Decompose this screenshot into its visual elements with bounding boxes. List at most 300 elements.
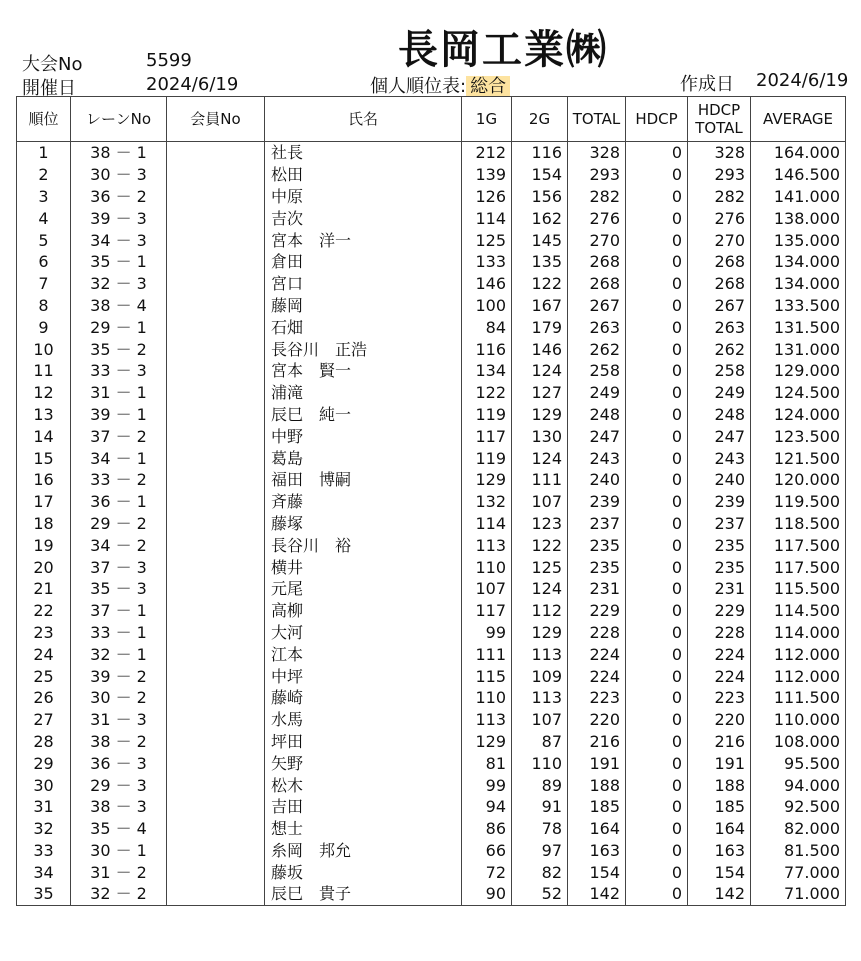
name-cell: 松田 (265, 164, 462, 186)
created-date-value: 2024/6/19 (756, 70, 849, 91)
table-row (17, 578, 846, 600)
member-no-cell (167, 491, 265, 513)
lane-cell: 36 － 1 (71, 491, 167, 513)
table-row (17, 316, 846, 338)
member-no-cell (167, 687, 265, 709)
name-cell: 福田 博嗣 (265, 469, 462, 491)
game2-cell: 124 (512, 578, 568, 600)
rank-cell: 32 (17, 818, 71, 840)
col-header-hdcp: HDCP (626, 97, 688, 142)
average-cell: 110.000 (751, 709, 846, 731)
table-row (17, 774, 846, 796)
average-cell: 82.000 (751, 818, 846, 840)
total-cell: 237 (568, 513, 626, 535)
total-cell: 282 (568, 186, 626, 208)
member-no-cell (167, 556, 265, 578)
table-row (17, 447, 846, 469)
game1-cell: 125 (462, 229, 512, 251)
hdcp-total-cell: 237 (688, 513, 751, 535)
lane-cell: 34 － 2 (71, 534, 167, 556)
hdcp-cell: 0 (626, 643, 688, 665)
table-row (17, 425, 846, 447)
total-cell: 224 (568, 643, 626, 665)
table-row (17, 251, 846, 273)
member-no-cell (167, 818, 265, 840)
game2-cell: 122 (512, 273, 568, 295)
col-header-hdcp-total-line2: TOTAL (695, 119, 743, 137)
total-cell: 223 (568, 687, 626, 709)
member-no-cell (167, 861, 265, 883)
rank-cell: 23 (17, 622, 71, 644)
rank-cell: 31 (17, 796, 71, 818)
lane-cell: 38 － 2 (71, 731, 167, 753)
lane-cell: 37 － 3 (71, 556, 167, 578)
lane-cell: 39 － 3 (71, 207, 167, 229)
hdcp-cell: 0 (626, 273, 688, 295)
hdcp-cell: 0 (626, 796, 688, 818)
lane-cell: 29 － 1 (71, 316, 167, 338)
hdcp-total-cell: 243 (688, 447, 751, 469)
game1-cell: 110 (462, 687, 512, 709)
average-cell: 133.500 (751, 295, 846, 317)
total-cell: 229 (568, 600, 626, 622)
average-cell: 95.500 (751, 752, 846, 774)
rank-cell: 19 (17, 534, 71, 556)
name-cell: 高柳 (265, 600, 462, 622)
lane-cell: 33 － 2 (71, 469, 167, 491)
game2-cell: 162 (512, 207, 568, 229)
name-cell: 江本 (265, 643, 462, 665)
table-row (17, 687, 846, 709)
total-cell: 220 (568, 709, 626, 731)
game2-cell: 82 (512, 861, 568, 883)
hdcp-cell: 0 (626, 731, 688, 753)
hdcp-cell: 0 (626, 338, 688, 360)
table-row (17, 643, 846, 665)
game1-cell: 133 (462, 251, 512, 273)
member-no-cell (167, 425, 265, 447)
hdcp-total-cell: 229 (688, 600, 751, 622)
lane-cell: 38 － 4 (71, 295, 167, 317)
name-cell: 藤岡 (265, 295, 462, 317)
col-header-average: AVERAGE (751, 97, 846, 142)
hdcp-total-cell: 262 (688, 338, 751, 360)
game2-cell: 124 (512, 447, 568, 469)
game1-cell: 100 (462, 295, 512, 317)
table-row (17, 796, 846, 818)
name-cell: 斉藤 (265, 491, 462, 513)
lane-cell: 37 － 1 (71, 600, 167, 622)
lane-cell: 29 － 2 (71, 513, 167, 535)
rank-cell: 29 (17, 752, 71, 774)
average-cell: 119.500 (751, 491, 846, 513)
game2-cell: 97 (512, 840, 568, 862)
hdcp-total-cell: 188 (688, 774, 751, 796)
rank-cell: 20 (17, 556, 71, 578)
total-cell: 268 (568, 273, 626, 295)
rank-cell: 22 (17, 600, 71, 622)
name-cell: 吉田 (265, 796, 462, 818)
table-row (17, 295, 846, 317)
average-cell: 123.500 (751, 425, 846, 447)
company-title: 長岡工業㈱ (398, 27, 608, 73)
name-cell: 長谷川 裕 (265, 534, 462, 556)
game2-cell: 116 (512, 142, 568, 164)
lane-cell: 32 － 3 (71, 273, 167, 295)
name-cell: 石畑 (265, 316, 462, 338)
hdcp-total-cell: 224 (688, 643, 751, 665)
game1-cell: 115 (462, 665, 512, 687)
total-cell: 276 (568, 207, 626, 229)
name-cell: 倉田 (265, 251, 462, 273)
hdcp-cell: 0 (626, 513, 688, 535)
average-cell: 92.500 (751, 796, 846, 818)
member-no-cell (167, 752, 265, 774)
lane-cell: 32 － 1 (71, 643, 167, 665)
rank-cell: 35 (17, 883, 71, 905)
member-no-cell (167, 273, 265, 295)
rank-cell: 26 (17, 687, 71, 709)
created-date-label: 作成日 (680, 74, 734, 95)
average-cell: 112.000 (751, 643, 846, 665)
ranking-table-body (17, 142, 846, 906)
game2-cell: 135 (512, 251, 568, 273)
hdcp-cell: 0 (626, 556, 688, 578)
game1-cell: 66 (462, 840, 512, 862)
col-header-game1: 1G (462, 97, 512, 142)
member-no-cell (167, 709, 265, 731)
hdcp-cell: 0 (626, 404, 688, 426)
rank-cell: 13 (17, 404, 71, 426)
name-cell: 坪田 (265, 731, 462, 753)
game1-cell: 212 (462, 142, 512, 164)
hdcp-cell: 0 (626, 142, 688, 164)
name-cell: 松木 (265, 774, 462, 796)
hdcp-cell: 0 (626, 295, 688, 317)
name-cell: 吉次 (265, 207, 462, 229)
member-no-cell (167, 142, 265, 164)
lane-cell: 34 － 3 (71, 229, 167, 251)
hdcp-total-cell: 228 (688, 622, 751, 644)
lane-cell: 34 － 1 (71, 447, 167, 469)
game1-cell: 117 (462, 425, 512, 447)
game1-cell: 110 (462, 556, 512, 578)
member-no-cell (167, 404, 265, 426)
table-row (17, 186, 846, 208)
name-cell: 想士 (265, 818, 462, 840)
average-cell: 114.500 (751, 600, 846, 622)
hdcp-total-cell: 267 (688, 295, 751, 317)
hdcp-total-cell: 270 (688, 229, 751, 251)
game1-cell: 132 (462, 491, 512, 513)
hdcp-cell: 0 (626, 447, 688, 469)
average-cell: 94.000 (751, 774, 846, 796)
lane-cell: 37 － 2 (71, 425, 167, 447)
table-row (17, 861, 846, 883)
hdcp-total-cell: 235 (688, 556, 751, 578)
average-cell: 121.500 (751, 447, 846, 469)
name-cell: 長谷川 正浩 (265, 338, 462, 360)
report-title-highlight: 総合 (466, 76, 510, 97)
rank-cell: 6 (17, 251, 71, 273)
lane-cell: 33 － 1 (71, 622, 167, 644)
game1-cell: 139 (462, 164, 512, 186)
game1-cell: 146 (462, 273, 512, 295)
game1-cell: 122 (462, 382, 512, 404)
name-cell: 辰巳 純一 (265, 404, 462, 426)
rank-cell: 17 (17, 491, 71, 513)
name-cell: 糸岡 邦允 (265, 840, 462, 862)
total-cell: 216 (568, 731, 626, 753)
col-header-hdcp-total (688, 97, 751, 142)
total-cell: 191 (568, 752, 626, 774)
average-cell: 77.000 (751, 861, 846, 883)
hdcp-total-cell: 268 (688, 273, 751, 295)
member-no-cell (167, 251, 265, 273)
total-cell: 258 (568, 360, 626, 382)
event-date-value: 2024/6/19 (146, 74, 239, 95)
table-row (17, 731, 846, 753)
game2-cell: 129 (512, 622, 568, 644)
table-row (17, 229, 846, 251)
rank-cell: 28 (17, 731, 71, 753)
hdcp-cell: 0 (626, 251, 688, 273)
game2-cell: 125 (512, 556, 568, 578)
game2-cell: 91 (512, 796, 568, 818)
hdcp-total-cell: 328 (688, 142, 751, 164)
game2-cell: 107 (512, 709, 568, 731)
name-cell: 辰巳 貴子 (265, 883, 462, 905)
hdcp-total-cell: 185 (688, 796, 751, 818)
game2-cell: 113 (512, 643, 568, 665)
hdcp-cell: 0 (626, 186, 688, 208)
game2-cell: 127 (512, 382, 568, 404)
total-cell: 235 (568, 556, 626, 578)
name-cell: 宮本 賢一 (265, 360, 462, 382)
average-cell: 114.000 (751, 622, 846, 644)
rank-cell: 30 (17, 774, 71, 796)
game1-cell: 99 (462, 622, 512, 644)
hdcp-cell: 0 (626, 752, 688, 774)
game1-cell: 94 (462, 796, 512, 818)
game2-cell: 112 (512, 600, 568, 622)
total-cell: 228 (568, 622, 626, 644)
col-header-game2: 2G (512, 97, 568, 142)
lane-cell: 39 － 2 (71, 665, 167, 687)
hdcp-cell: 0 (626, 207, 688, 229)
total-cell: 293 (568, 164, 626, 186)
game1-cell: 84 (462, 316, 512, 338)
table-row (17, 556, 846, 578)
member-no-cell (167, 229, 265, 251)
hdcp-cell: 0 (626, 774, 688, 796)
name-cell: 藤塚 (265, 513, 462, 535)
lane-cell: 32 － 2 (71, 883, 167, 905)
member-no-cell (167, 360, 265, 382)
member-no-cell (167, 600, 265, 622)
hdcp-total-cell: 142 (688, 883, 751, 905)
table-header-row (17, 97, 846, 142)
member-no-cell (167, 295, 265, 317)
hdcp-total-cell: 239 (688, 491, 751, 513)
member-no-cell (167, 534, 265, 556)
table-row (17, 600, 846, 622)
hdcp-cell: 0 (626, 491, 688, 513)
lane-cell: 36 － 2 (71, 186, 167, 208)
member-no-cell (167, 513, 265, 535)
name-cell: 大河 (265, 622, 462, 644)
game1-cell: 119 (462, 404, 512, 426)
member-no-cell (167, 774, 265, 796)
total-cell: 262 (568, 338, 626, 360)
total-cell: 154 (568, 861, 626, 883)
member-no-cell (167, 186, 265, 208)
rank-cell: 1 (17, 142, 71, 164)
hdcp-cell: 0 (626, 687, 688, 709)
table-row (17, 491, 846, 513)
lane-cell: 39 － 1 (71, 404, 167, 426)
lane-cell: 35 － 1 (71, 251, 167, 273)
table-row (17, 404, 846, 426)
member-no-cell (167, 578, 265, 600)
total-cell: 263 (568, 316, 626, 338)
hdcp-cell: 0 (626, 425, 688, 447)
hdcp-total-cell: 163 (688, 840, 751, 862)
hdcp-cell: 0 (626, 883, 688, 905)
hdcp-cell: 0 (626, 840, 688, 862)
game2-cell: 87 (512, 731, 568, 753)
game2-cell: 107 (512, 491, 568, 513)
game2-cell: 89 (512, 774, 568, 796)
lane-cell: 30 － 1 (71, 840, 167, 862)
hdcp-total-cell: 220 (688, 709, 751, 731)
game1-cell: 113 (462, 534, 512, 556)
table-row (17, 382, 846, 404)
total-cell: 270 (568, 229, 626, 251)
total-cell: 268 (568, 251, 626, 273)
hdcp-cell: 0 (626, 578, 688, 600)
hdcp-cell: 0 (626, 164, 688, 186)
hdcp-total-cell: 216 (688, 731, 751, 753)
table-row (17, 752, 846, 774)
member-no-cell (167, 731, 265, 753)
total-cell: 248 (568, 404, 626, 426)
table-row (17, 142, 846, 164)
average-cell: 135.000 (751, 229, 846, 251)
rank-cell: 10 (17, 338, 71, 360)
game2-cell: 129 (512, 404, 568, 426)
average-cell: 112.000 (751, 665, 846, 687)
hdcp-cell: 0 (626, 709, 688, 731)
game1-cell: 129 (462, 731, 512, 753)
total-cell: 247 (568, 425, 626, 447)
game2-cell: 124 (512, 360, 568, 382)
table-row (17, 818, 846, 840)
hdcp-total-cell: 164 (688, 818, 751, 840)
total-cell: 188 (568, 774, 626, 796)
hdcp-total-cell: 247 (688, 425, 751, 447)
hdcp-total-cell: 191 (688, 752, 751, 774)
game2-cell: 130 (512, 425, 568, 447)
total-cell: 185 (568, 796, 626, 818)
col-header-lane: レーンNo (71, 97, 167, 142)
member-no-cell (167, 469, 265, 491)
game2-cell: 146 (512, 338, 568, 360)
game1-cell: 72 (462, 861, 512, 883)
col-header-member: 会員No (167, 97, 265, 142)
average-cell: 81.500 (751, 840, 846, 862)
table-row (17, 622, 846, 644)
average-cell: 115.500 (751, 578, 846, 600)
name-cell: 藤崎 (265, 687, 462, 709)
hdcp-total-cell: 154 (688, 861, 751, 883)
average-cell: 138.000 (751, 207, 846, 229)
name-cell: 藤坂 (265, 861, 462, 883)
average-cell: 164.000 (751, 142, 846, 164)
name-cell: 水馬 (265, 709, 462, 731)
lane-cell: 35 － 2 (71, 338, 167, 360)
lane-cell: 31 － 1 (71, 382, 167, 404)
table-row (17, 469, 846, 491)
lane-cell: 38 － 1 (71, 142, 167, 164)
average-cell: 120.000 (751, 469, 846, 491)
name-cell: 横井 (265, 556, 462, 578)
game2-cell: 123 (512, 513, 568, 535)
total-cell: 328 (568, 142, 626, 164)
rank-cell: 5 (17, 229, 71, 251)
rank-cell: 14 (17, 425, 71, 447)
lane-cell: 31 － 2 (71, 861, 167, 883)
hdcp-total-cell: 224 (688, 665, 751, 687)
hdcp-cell: 0 (626, 622, 688, 644)
member-no-cell (167, 316, 265, 338)
rank-cell: 11 (17, 360, 71, 382)
game2-cell: 52 (512, 883, 568, 905)
game2-cell: 111 (512, 469, 568, 491)
col-header-total: TOTAL (568, 97, 626, 142)
average-cell: 134.000 (751, 273, 846, 295)
average-cell: 134.000 (751, 251, 846, 273)
game1-cell: 90 (462, 883, 512, 905)
game1-cell: 114 (462, 207, 512, 229)
average-cell: 141.000 (751, 186, 846, 208)
tournament-no-label: 大会No (22, 54, 83, 75)
hdcp-cell: 0 (626, 534, 688, 556)
lane-cell: 30 － 3 (71, 164, 167, 186)
hdcp-total-cell: 293 (688, 164, 751, 186)
average-cell: 124.000 (751, 404, 846, 426)
rank-cell: 2 (17, 164, 71, 186)
average-cell: 117.500 (751, 556, 846, 578)
hdcp-cell: 0 (626, 665, 688, 687)
game2-cell: 167 (512, 295, 568, 317)
hdcp-cell: 0 (626, 861, 688, 883)
total-cell: 249 (568, 382, 626, 404)
member-no-cell (167, 338, 265, 360)
hdcp-cell: 0 (626, 469, 688, 491)
rank-cell: 4 (17, 207, 71, 229)
hdcp-cell: 0 (626, 229, 688, 251)
average-cell: 108.000 (751, 731, 846, 753)
name-cell: 中坪 (265, 665, 462, 687)
name-cell: 宮口 (265, 273, 462, 295)
game1-cell: 116 (462, 338, 512, 360)
report-title-prefix: 個人順位表: (370, 76, 467, 97)
game1-cell: 117 (462, 600, 512, 622)
total-cell: 240 (568, 469, 626, 491)
rank-cell: 34 (17, 861, 71, 883)
game1-cell: 114 (462, 513, 512, 535)
